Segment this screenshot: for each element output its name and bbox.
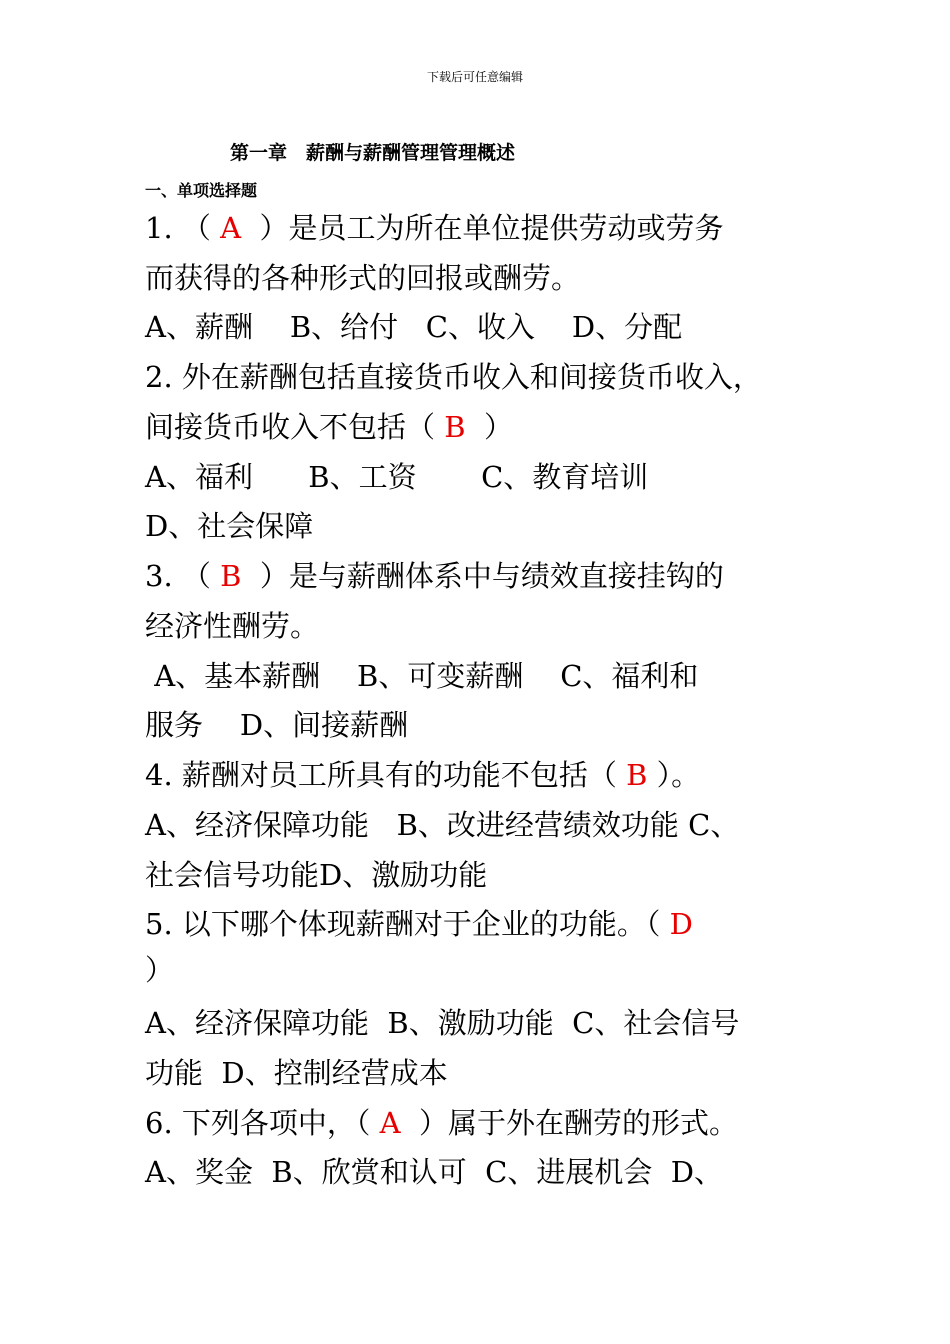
line-text: ）是员工为所在单位提供劳动或劳务 [241,211,724,245]
line-text: 5. 以下哪个体现薪酬对于企业的功能。（ [145,907,670,941]
text-line [145,906,693,942]
text-line [145,1055,448,1091]
text-line [145,807,739,843]
text-line [145,359,762,395]
text-line [145,210,724,246]
answer-mark: B [626,758,648,792]
chapter-title: 第一章 薪酬与薪酬管理管理概述 [230,142,516,164]
text-line [145,508,313,544]
text-line [145,558,724,594]
line-text: ）。 [647,758,701,792]
answer-mark: B [220,559,242,593]
line-text: A、基本薪酬 B、可变薪酬 C、福利和 [145,659,699,693]
text-line [145,608,319,644]
text-line [145,309,682,345]
text-line [145,1005,739,1041]
header-note: 下载后可任意编辑 [426,70,523,84]
answer-mark: D [669,907,693,941]
line-text: ） [465,410,513,444]
line-text: ）属于外在酬劳的形式。 [400,1106,738,1140]
line-text: A、福利 B、工资 C、教育培训 [145,460,649,494]
line-text: 间接货币收入不包括（ [145,410,445,444]
text-line [145,409,513,445]
line-text: 3. （ [145,559,221,593]
text-line [145,1154,723,1190]
text-line [145,1105,738,1141]
line-text: 2. 外在薪酬包括直接货币收入和间接货币收入， [145,360,762,394]
line-text: 而获得的各种形式的回报或酬劳。 [145,261,581,295]
section-heading: 一、单项选择题 [145,181,258,200]
answer-mark: B [444,410,466,444]
text-line [145,707,408,743]
line-text: D、社会保障 [145,509,314,543]
line-text: 服务 D、间接薪酬 [145,708,409,742]
line-text: A、薪酬 B、给付 C、收入 D、分配 [145,310,683,344]
text-line [145,260,580,296]
text-line [145,459,648,495]
line-text: 经济性酬劳。 [145,609,320,643]
line-text: A、经济保障功能 B、激励功能 C、社会信号 [145,1006,740,1040]
text-line [145,952,174,988]
line-text: 1. （ [145,211,221,245]
text-line [145,857,487,893]
answer-mark: A [220,211,242,245]
text-line [145,757,700,793]
line-text: ）是与薪酬体系中与绩效直接挂钩的 [241,559,724,593]
line-text: 社会信号功能D、激励功能 [145,858,488,892]
line-text: A、经济保障功能 B、改进经营绩效功能 C、 [145,808,740,842]
line-text: ） [145,953,175,987]
answer-mark: A [379,1106,401,1140]
line-text: 6. 下列各项中，（ [145,1106,380,1140]
line-text: 功能 D、控制经营成本 [145,1056,448,1090]
line-text: A、奖金 B、欣赏和认可 C、进展机会 D、 [145,1155,724,1189]
text-line [145,658,698,694]
line-text: 4. 薪酬对员工所具有的功能不包括（ [145,758,627,792]
